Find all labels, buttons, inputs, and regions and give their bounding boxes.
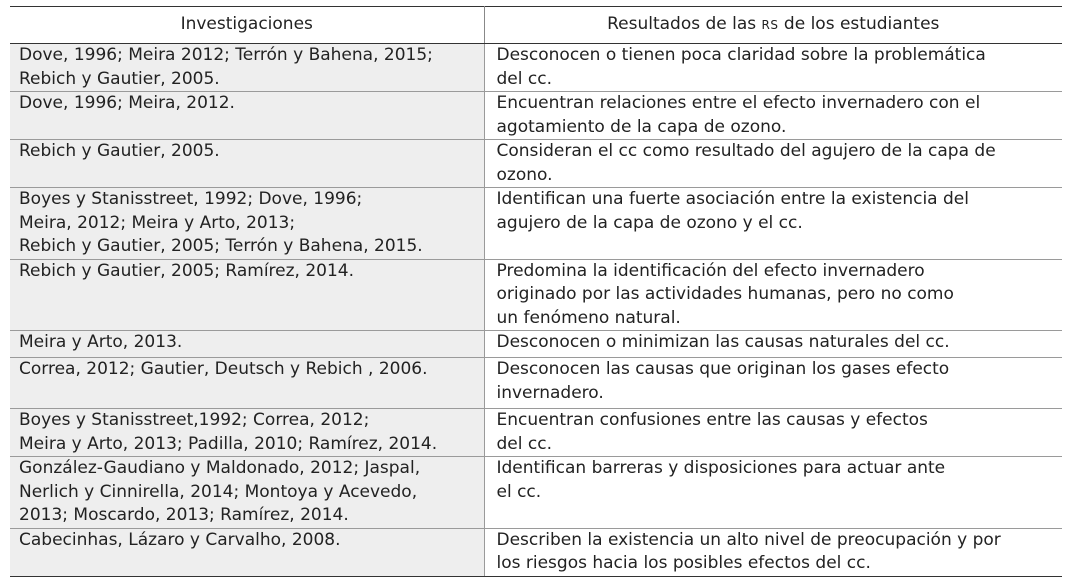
resultados-cell: Identifican una fuerte asociación entre la existencia del agujero de la capa de ozono y el cc. bbox=[484, 188, 1062, 260]
resultados-cell: Desconocen o minimizan las causas naturales del cc. bbox=[484, 331, 1062, 358]
table-row bbox=[10, 44, 1062, 92]
table-row bbox=[10, 409, 1062, 457]
table-row bbox=[10, 188, 1062, 260]
table-row bbox=[10, 457, 1062, 529]
results-table bbox=[10, 6, 1062, 577]
investigaciones-cell: González-Gaudiano y Maldonado, 2012; Jaspal, Nerlich y Cinnirella, 2014; Montoya y Acevedo, 2013; Moscardo, 2013; Ramírez, 2014. bbox=[10, 457, 484, 529]
resultados-cell: Desconocen las causas que originan los gases efecto invernadero. bbox=[484, 358, 1062, 409]
resultados-cell: Predomina la identificación del efecto invernadero originado por las actividades humanas, pero no como un fenómeno natural. bbox=[484, 259, 1062, 331]
resultados-cell: Consideran el cc como resultado del agujero de la capa de ozono. bbox=[484, 140, 1062, 188]
investigaciones-cell: Meira y Arto, 2013. bbox=[10, 331, 484, 358]
table-row bbox=[10, 259, 1062, 331]
table-row bbox=[10, 331, 1062, 358]
header-resultados-abbr: RS bbox=[761, 17, 779, 32]
resultados-cell: Encuentran confusiones entre las causas y efectos del cc. bbox=[484, 409, 1062, 457]
investigaciones-cell: Correa, 2012; Gautier, Deutsch y Rebich , 2006. bbox=[10, 358, 484, 409]
investigaciones-cell: Boyes y Stanisstreet, 1992; Dove, 1996; Meira, 2012; Meira y Arto, 2013; Rebich y Gautier, 2005; Terrón y Bahena, 2015. bbox=[10, 188, 484, 260]
resultados-cell: Describen la existencia un alto nivel de preocupación y por los riesgos hacia los posibles efectos del cc. bbox=[484, 528, 1062, 576]
table-row bbox=[10, 92, 1062, 140]
investigaciones-cell: Boyes y Stanisstreet,1992; Correa, 2012; Meira y Arto, 2013; Padilla, 2010; Ramírez, 2014. bbox=[10, 409, 484, 457]
header-resultados-post: de los estudiantes bbox=[778, 13, 940, 34]
resultados-cell: Identifican barreras y disposiciones para actuar ante el cc. bbox=[484, 457, 1062, 529]
header-resultados-pre: Resultados de las bbox=[607, 13, 762, 34]
header-resultados bbox=[484, 7, 1062, 44]
resultados-cell: Encuentran relaciones entre el efecto invernadero con el agotamiento de la capa de ozono. bbox=[484, 92, 1062, 140]
table-row bbox=[10, 528, 1062, 576]
investigaciones-cell: Cabecinhas, Lázaro y Carvalho, 2008. bbox=[10, 528, 484, 576]
resultados-cell: Desconocen o tienen poca claridad sobre la problemática del cc. bbox=[484, 44, 1062, 92]
table-row bbox=[10, 358, 1062, 409]
investigaciones-cell: Rebich y Gautier, 2005; Ramírez, 2014. bbox=[10, 259, 484, 331]
investigaciones-cell: Dove, 1996; Meira 2012; Terrón y Bahena, 2015; Rebich y Gautier, 2005. bbox=[10, 44, 484, 92]
investigaciones-cell: Dove, 1996; Meira, 2012. bbox=[10, 92, 484, 140]
table-row bbox=[10, 140, 1062, 188]
investigaciones-cell: Rebich y Gautier, 2005. bbox=[10, 140, 484, 188]
header-investigaciones: Investigaciones bbox=[10, 7, 484, 44]
header-row bbox=[10, 7, 1062, 44]
